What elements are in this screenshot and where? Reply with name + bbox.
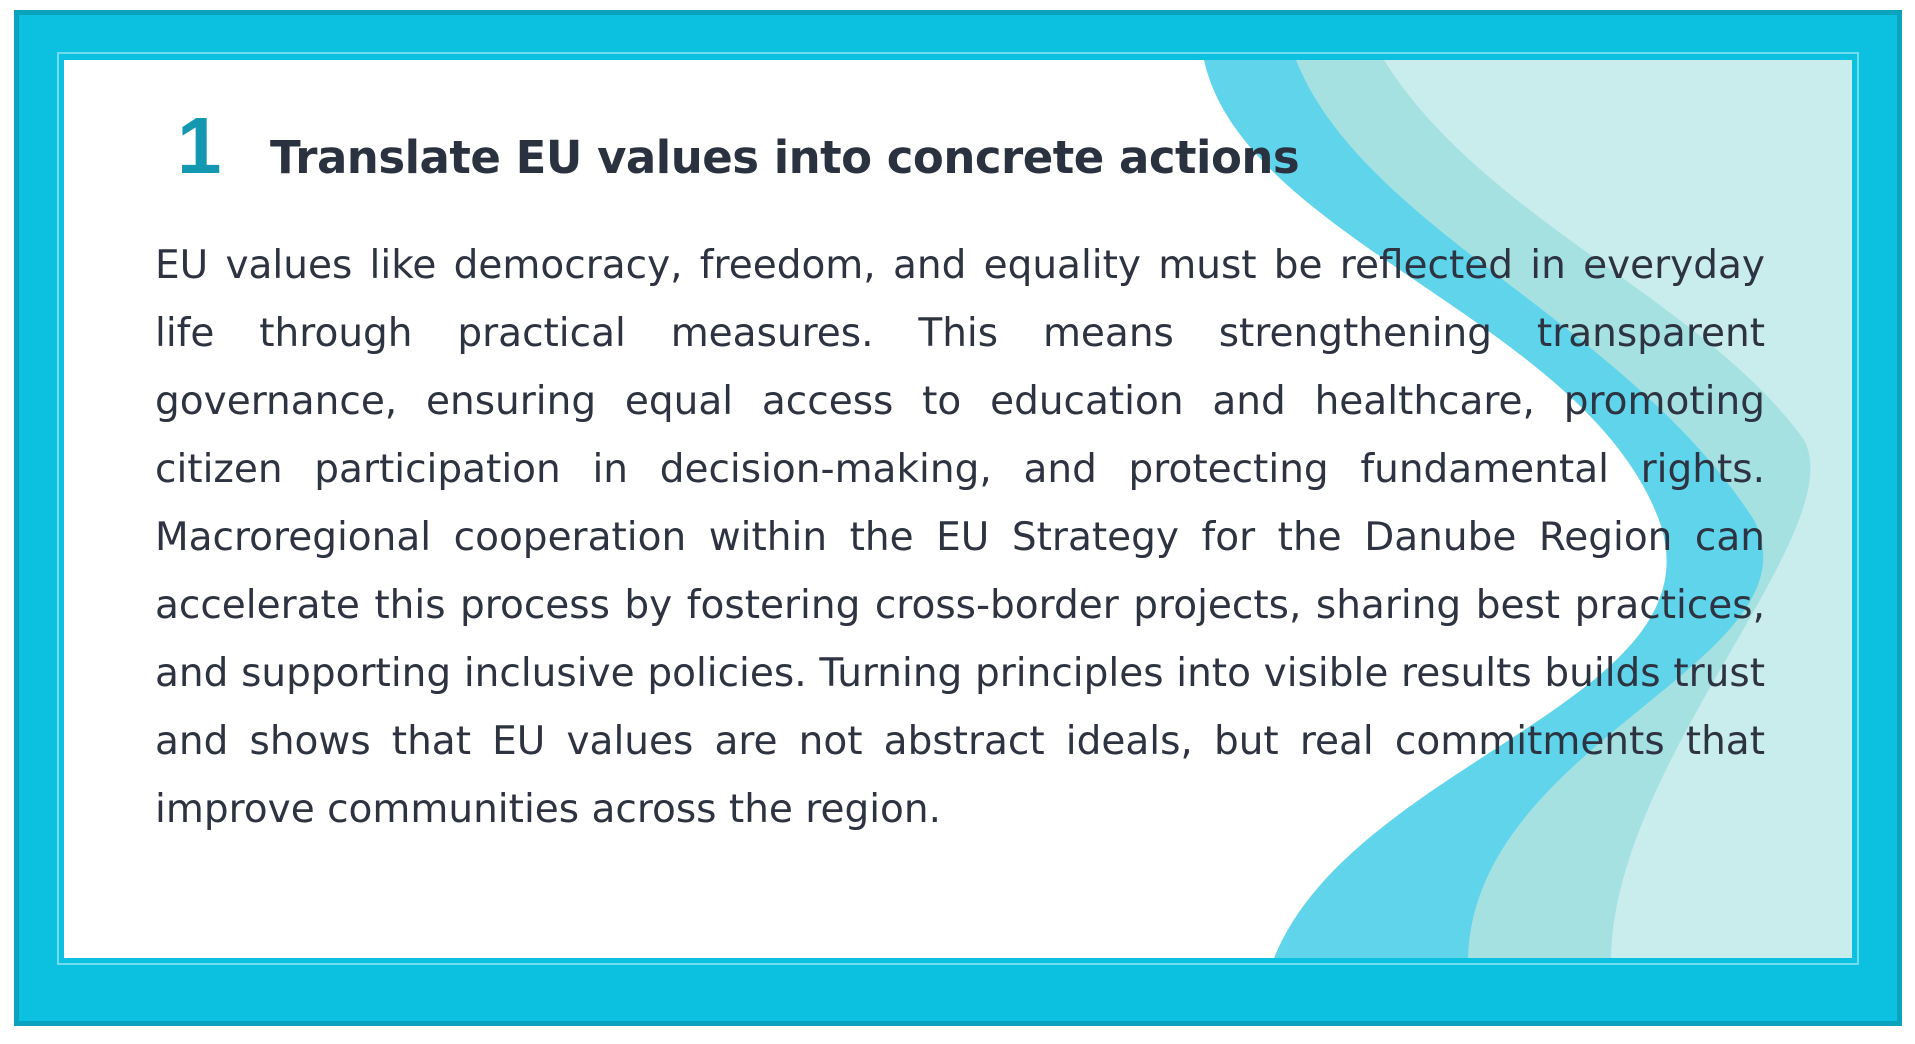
card-title: Translate EU values into concrete actions (270, 131, 1300, 184)
card-body-text: EU values like democracy, freedom, and equality must be reflected in everyday life through practical measures. This means strengthening transparent governance, ensuring equal access to education and healthcare, promoting citizen participation in decision-making, and protecting fundamental rights. Macroregional cooperation within the EU Strategy for the Danube Region can accelerate this process by fostering cross-border projects, sharing best practices, and supporting inclusive policies. Turning principles into visible results builds trust and shows that EU values are not abstract ideals, but real commitments that improve communities across the region. (155, 243, 1765, 832)
content-panel (64, 60, 1852, 958)
step-number: 1 (177, 101, 222, 190)
